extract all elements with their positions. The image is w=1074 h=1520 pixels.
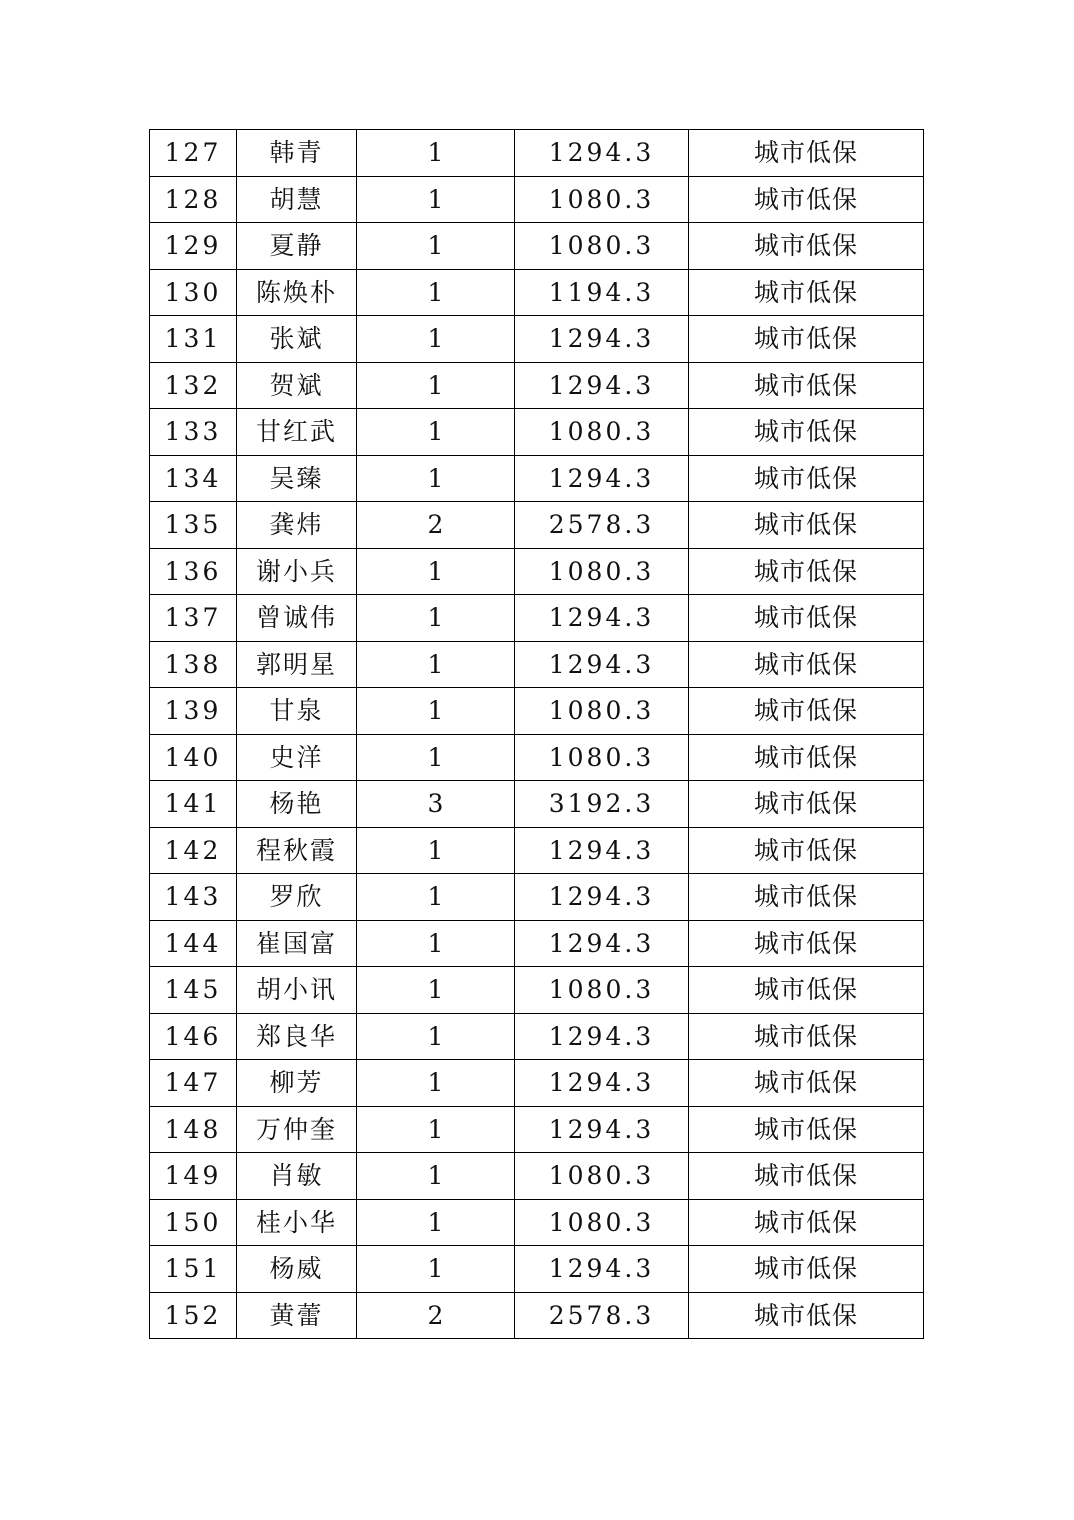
household-size-cell: 1 [357,1106,515,1153]
recipient-name-cell: 罗欣 [237,874,357,921]
row-number-cell: 146 [150,1013,237,1060]
recipient-name-cell: 夏静 [237,223,357,270]
row-number-cell: 148 [150,1106,237,1153]
row-number-cell: 141 [150,781,237,828]
recipient-name-cell: 万仲奎 [237,1106,357,1153]
assistance-type-cell: 城市低保 [689,1292,924,1339]
household-size-cell: 1 [357,1060,515,1107]
amount-cell: 1294.3 [515,1246,689,1293]
amount-cell: 1080.3 [515,688,689,735]
amount-cell: 1294.3 [515,920,689,967]
row-number-cell: 149 [150,1153,237,1200]
table-row [150,734,924,781]
household-size-cell: 1 [357,548,515,595]
recipient-name-cell: 杨威 [237,1246,357,1293]
row-number-cell: 137 [150,595,237,642]
roster-table-body [150,130,924,1339]
recipient-name-cell: 史洋 [237,734,357,781]
amount-cell: 1294.3 [515,827,689,874]
row-number-cell: 144 [150,920,237,967]
household-size-cell: 1 [357,827,515,874]
household-size-cell: 1 [357,362,515,409]
household-size-cell: 3 [357,781,515,828]
household-size-cell: 1 [357,455,515,502]
assistance-type-cell: 城市低保 [689,1153,924,1200]
household-size-cell: 1 [357,641,515,688]
household-size-cell: 1 [357,595,515,642]
table-row [150,176,924,223]
assistance-type-cell: 城市低保 [689,1013,924,1060]
recipient-name-cell: 谢小兵 [237,548,357,595]
assistance-type-cell: 城市低保 [689,1246,924,1293]
row-number-cell: 129 [150,223,237,270]
table-row [150,1106,924,1153]
table-row [150,1199,924,1246]
row-number-cell: 145 [150,967,237,1014]
amount-cell: 1294.3 [515,316,689,363]
assistance-type-cell: 城市低保 [689,362,924,409]
amount-cell: 1080.3 [515,734,689,781]
household-size-cell: 1 [357,130,515,177]
assistance-type-cell: 城市低保 [689,176,924,223]
table-row [150,595,924,642]
recipient-name-cell: 柳芳 [237,1060,357,1107]
recipient-name-cell: 甘红武 [237,409,357,456]
amount-cell: 1080.3 [515,409,689,456]
household-size-cell: 1 [357,409,515,456]
assistance-type-cell: 城市低保 [689,595,924,642]
row-number-cell: 135 [150,502,237,549]
row-number-cell: 139 [150,688,237,735]
assistance-type-cell: 城市低保 [689,967,924,1014]
table-row [150,502,924,549]
amount-cell: 1294.3 [515,1106,689,1153]
row-number-cell: 151 [150,1246,237,1293]
recipient-name-cell: 陈焕朴 [237,269,357,316]
row-number-cell: 152 [150,1292,237,1339]
amount-cell: 3192.3 [515,781,689,828]
table-row [150,130,924,177]
table-row [150,1292,924,1339]
amount-cell: 2578.3 [515,1292,689,1339]
row-number-cell: 134 [150,455,237,502]
row-number-cell: 143 [150,874,237,921]
table-row [150,920,924,967]
amount-cell: 1294.3 [515,641,689,688]
assistance-type-cell: 城市低保 [689,269,924,316]
assistance-type-cell: 城市低保 [689,1106,924,1153]
recipient-name-cell: 张斌 [237,316,357,363]
household-size-cell: 1 [357,967,515,1014]
household-size-cell: 1 [357,1013,515,1060]
table-row [150,1246,924,1293]
assistance-type-cell: 城市低保 [689,827,924,874]
household-size-cell: 1 [357,1153,515,1200]
recipient-name-cell: 胡小讯 [237,967,357,1014]
recipient-name-cell: 郭明星 [237,641,357,688]
recipient-name-cell: 崔国富 [237,920,357,967]
amount-cell: 2578.3 [515,502,689,549]
recipient-name-cell: 龚炜 [237,502,357,549]
assistance-type-cell: 城市低保 [689,688,924,735]
assistance-type-cell: 城市低保 [689,641,924,688]
assistance-type-cell: 城市低保 [689,734,924,781]
table-row [150,688,924,735]
table-row [150,362,924,409]
table-row [150,1013,924,1060]
household-size-cell: 1 [357,316,515,363]
recipient-name-cell: 肖敏 [237,1153,357,1200]
recipient-name-cell: 黄蕾 [237,1292,357,1339]
table-row [150,967,924,1014]
amount-cell: 1294.3 [515,595,689,642]
assistance-type-cell: 城市低保 [689,130,924,177]
amount-cell: 1294.3 [515,1060,689,1107]
recipient-name-cell: 胡慧 [237,176,357,223]
household-size-cell: 1 [357,688,515,735]
amount-cell: 1080.3 [515,223,689,270]
assistance-type-cell: 城市低保 [689,316,924,363]
household-size-cell: 1 [357,874,515,921]
assistance-type-cell: 城市低保 [689,781,924,828]
row-number-cell: 150 [150,1199,237,1246]
assistance-type-cell: 城市低保 [689,1060,924,1107]
amount-cell: 1080.3 [515,1153,689,1200]
table-row [150,1060,924,1107]
recipient-name-cell: 曾诚伟 [237,595,357,642]
row-number-cell: 133 [150,409,237,456]
row-number-cell: 140 [150,734,237,781]
recipient-name-cell: 甘泉 [237,688,357,735]
row-number-cell: 130 [150,269,237,316]
household-size-cell: 1 [357,223,515,270]
table-row [150,316,924,363]
assistance-type-cell: 城市低保 [689,874,924,921]
amount-cell: 1294.3 [515,455,689,502]
amount-cell: 1294.3 [515,1013,689,1060]
recipient-name-cell: 韩青 [237,130,357,177]
assistance-type-cell: 城市低保 [689,502,924,549]
assistance-type-cell: 城市低保 [689,455,924,502]
assistance-type-cell: 城市低保 [689,920,924,967]
household-size-cell: 1 [357,920,515,967]
row-number-cell: 132 [150,362,237,409]
table-row [150,269,924,316]
recipient-name-cell: 吴臻 [237,455,357,502]
assistance-type-cell: 城市低保 [689,409,924,456]
assistance-type-cell: 城市低保 [689,1199,924,1246]
table-row [150,455,924,502]
row-number-cell: 147 [150,1060,237,1107]
recipient-name-cell: 郑良华 [237,1013,357,1060]
recipient-name-cell: 程秋霞 [237,827,357,874]
amount-cell: 1080.3 [515,176,689,223]
row-number-cell: 127 [150,130,237,177]
recipient-name-cell: 杨艳 [237,781,357,828]
amount-cell: 1294.3 [515,874,689,921]
amount-cell: 1294.3 [515,130,689,177]
amount-cell: 1080.3 [515,548,689,595]
table-row [150,1153,924,1200]
table-row [150,874,924,921]
recipient-name-cell: 桂小华 [237,1199,357,1246]
table-row [150,548,924,595]
amount-cell: 1080.3 [515,1199,689,1246]
row-number-cell: 136 [150,548,237,595]
household-size-cell: 1 [357,1246,515,1293]
table-row [150,223,924,270]
assistance-type-cell: 城市低保 [689,548,924,595]
household-size-cell: 1 [357,734,515,781]
amount-cell: 1080.3 [515,967,689,1014]
household-size-cell: 1 [357,1199,515,1246]
table-row [150,409,924,456]
table-row [150,781,924,828]
amount-cell: 1194.3 [515,269,689,316]
amount-cell: 1294.3 [515,362,689,409]
row-number-cell: 138 [150,641,237,688]
assistance-type-cell: 城市低保 [689,223,924,270]
row-number-cell: 142 [150,827,237,874]
household-size-cell: 2 [357,1292,515,1339]
table-row [150,827,924,874]
row-number-cell: 128 [150,176,237,223]
household-size-cell: 1 [357,269,515,316]
table-row [150,641,924,688]
subsidy-roster-table [149,129,924,1339]
recipient-name-cell: 贺斌 [237,362,357,409]
household-size-cell: 1 [357,176,515,223]
row-number-cell: 131 [150,316,237,363]
household-size-cell: 2 [357,502,515,549]
